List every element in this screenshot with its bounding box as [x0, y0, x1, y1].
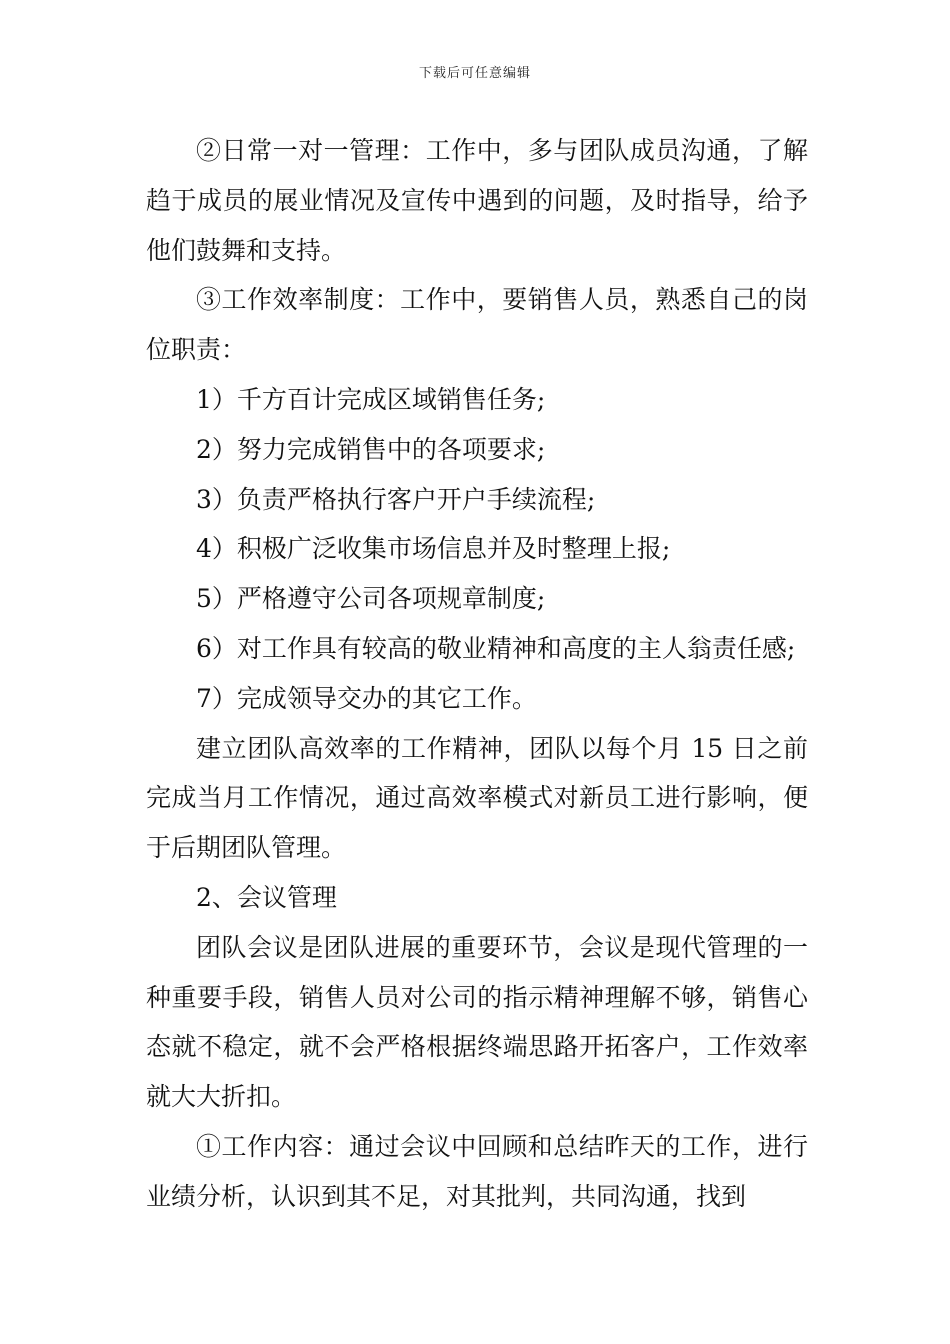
list-item-duty-5: 5）严格遵守公司各项规章制度; — [196, 584, 546, 614]
paragraph-work-content: ①工作内容：通过会议中回顾和总结昨天的工作，进行业绩分析，认识到其不足，对其批判，共同沟通，找到 — [146, 1131, 808, 1211]
list-item-duty-6: 6）对工作具有较高的敬业精神和高度的主人翁责任感; — [196, 633, 796, 663]
paragraph-team-spirit: 建立团队高效率的工作精神，团队以每个月 15 日之前完成当月工作情况，通过高效率模式对新员工进行影响，便于后期团队管理。 — [146, 733, 808, 863]
list-item-duty-4: 4）积极广泛收集市场信息并及时整理上报; — [196, 534, 671, 564]
list-item-duty-2: 2）努力完成销售中的各项要求; — [196, 434, 546, 464]
list-item-duty-1: 1）千方百计完成区域销售任务; — [196, 384, 546, 414]
list-item-duty-3: 3）负责严格执行客户开户手续流程; — [196, 484, 596, 514]
document-body — [146, 126, 808, 1222]
section-heading-meeting-management: 2、会议管理 — [196, 882, 337, 912]
paragraph-one-on-one-management: ②日常一对一管理：工作中，多与团队成员沟通，了解趋于成员的展业情况及宣传中遇到的问题，及时指导，给予他们鼓舞和支持。 — [146, 136, 808, 265]
page-header: 下载后可任意编辑 — [418, 66, 531, 81]
paragraph-efficiency-system: ③工作效率制度：工作中，要销售人员，熟悉自己的岗位职责： — [146, 285, 808, 365]
paragraph-team-meetings: 团队会议是团队进展的重要环节，会议是现代管理的一种重要手段，销售人员对公司的指示精神理解不够，销售心态就不稳定，就不会严格根据终端思路开拓客户，工作效率就大大折扣。 — [146, 932, 808, 1112]
list-item-duty-7: 7）完成领导交办的其它工作。 — [196, 683, 537, 713]
